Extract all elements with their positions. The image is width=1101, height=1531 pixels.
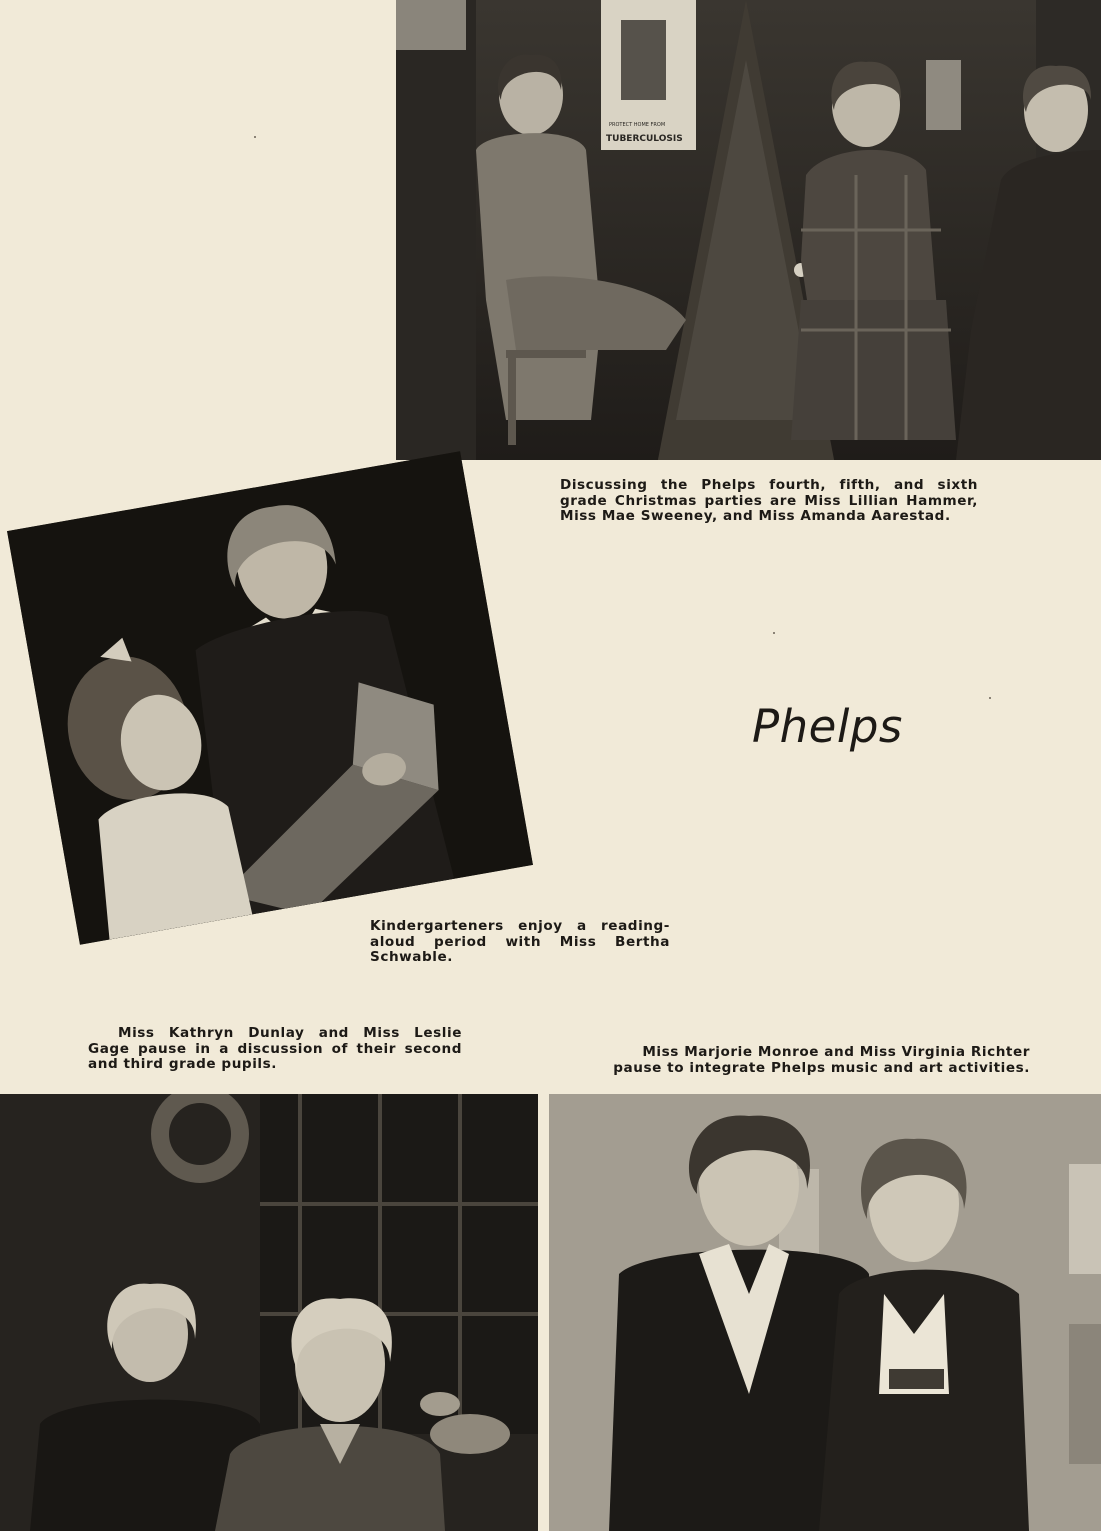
music-art-caption: Miss Marjorie Monroe and Miss Virginia Richter pause to integrate Phelps music and art activities.: [613, 1044, 1030, 1076]
christmas-party-photo: [396, 0, 1101, 460]
paper-speck: [989, 697, 991, 699]
christmas-party-caption: Discussing the Phelps fourth, fifth, and sixth grade Christmas parties are Miss Lillian Hammer, Miss Mae Sweeney, and Miss Amanda Aarestad.: [560, 477, 978, 524]
page-title: Phelps: [752, 700, 903, 753]
music-art-photo: [549, 1094, 1101, 1531]
kindergarten-reading-photo: [7, 451, 533, 944]
second-third-grade-caption: Miss Kathryn Dunlay and Miss Leslie Gage pause in a discussion of their second and third grade pupils.: [88, 1025, 462, 1072]
svg-text:PROTECT HOME FROM: PROTECT HOME FROM: [609, 122, 666, 128]
second-third-grade-photo: [0, 1094, 538, 1531]
paper-speck: [254, 136, 256, 138]
svg-text:TUBERCULOSIS: TUBERCULOSIS: [606, 134, 683, 144]
kindergarten-caption: Kindergarteners enjoy a reading-aloud period with Miss Bertha Schwable.: [370, 918, 670, 965]
paper-speck: [773, 632, 775, 634]
